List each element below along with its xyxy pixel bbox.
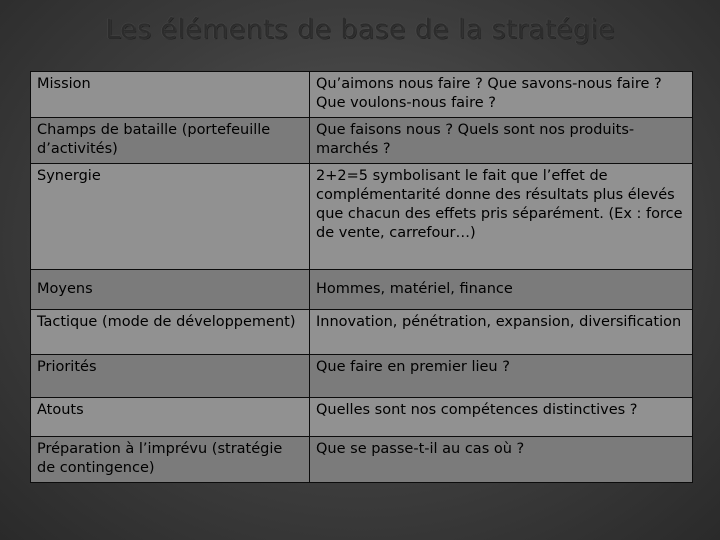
row-value: 2+2=5 symbolisant le fait que l’effet de complémentarité donne des résultats plus élevés que chacun des effets pris séparément. (Ex : force de vente, carrefour…) bbox=[310, 164, 693, 270]
table-row bbox=[31, 355, 693, 398]
row-label: Champs de bataille (portefeuille d’activités) bbox=[31, 118, 310, 164]
table-row bbox=[31, 164, 693, 270]
table-row bbox=[31, 270, 693, 310]
table-row bbox=[31, 310, 693, 355]
row-label: Mission bbox=[31, 72, 310, 118]
row-value: Quelles sont nos compétences distinctives ? bbox=[310, 398, 693, 437]
row-label: Atouts bbox=[31, 398, 310, 437]
strategy-table bbox=[30, 71, 693, 483]
row-value: Que se passe-t-il au cas où ? bbox=[310, 437, 693, 483]
table-row bbox=[31, 398, 693, 437]
table-row bbox=[31, 437, 693, 483]
row-label: Moyens bbox=[31, 270, 310, 310]
row-value: Innovation, pénétration, expansion, diversification bbox=[310, 310, 693, 355]
row-value: Hommes, matériel, finance bbox=[310, 270, 693, 310]
row-label: Tactique (mode de développement) bbox=[31, 310, 310, 355]
row-value: Que faisons nous ? Quels sont nos produits-marchés ? bbox=[310, 118, 693, 164]
table-row bbox=[31, 72, 693, 118]
row-value: Qu’aimons nous faire ? Que savons-nous faire ? Que voulons-nous faire ? bbox=[310, 72, 693, 118]
slide-title: Les éléments de base de la stratégie bbox=[105, 14, 615, 45]
row-label: Préparation à l’imprévu (stratégie de contingence) bbox=[31, 437, 310, 483]
table-row bbox=[31, 118, 693, 164]
row-value: Que faire en premier lieu ? bbox=[310, 355, 693, 398]
row-label: Priorités bbox=[31, 355, 310, 398]
row-label: Synergie bbox=[31, 164, 310, 270]
